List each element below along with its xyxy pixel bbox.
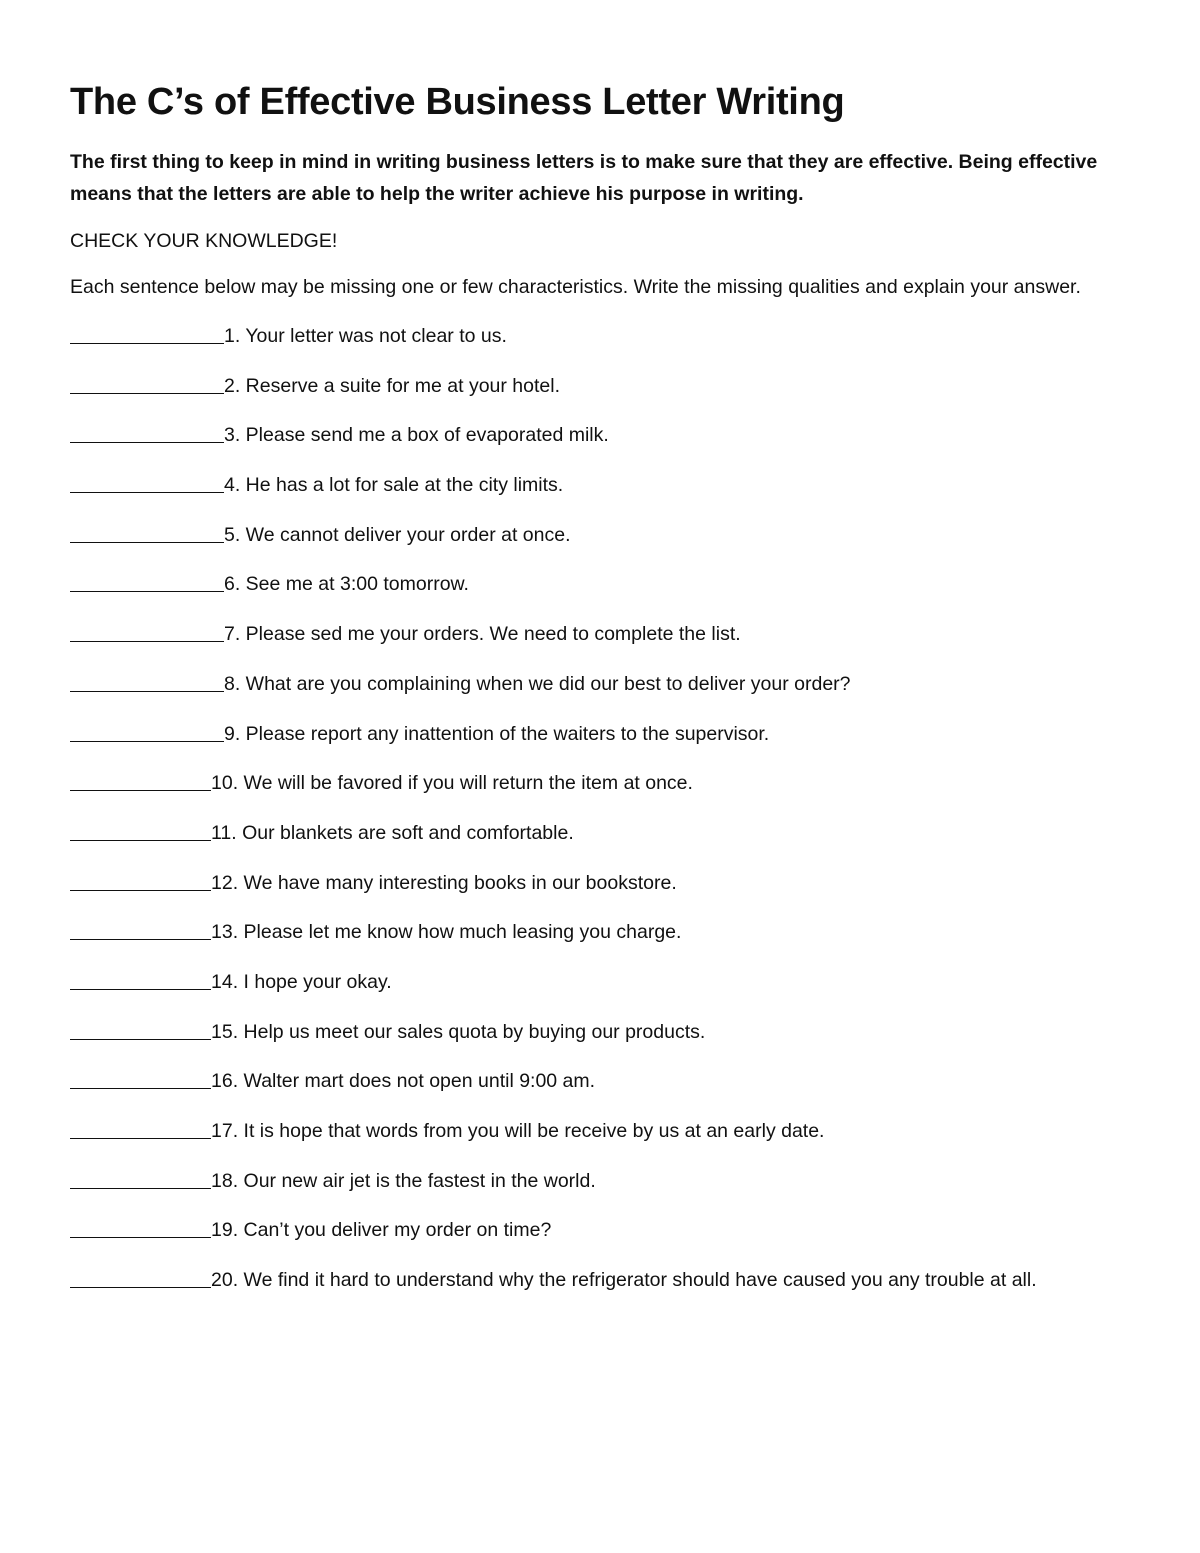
- question-item-16: [70, 1062, 1130, 1097]
- question-text: 17. It is hope that words from you will be receive by us at an early date.: [211, 1120, 825, 1142]
- question-item-18: [70, 1162, 1130, 1197]
- answer-blank[interactable]: [70, 319, 224, 344]
- question-text: 14. I hope your okay.: [211, 970, 392, 993]
- question-text: 19. Can’t you deliver my order on time?: [211, 1219, 552, 1242]
- worksheet-page: [70, 78, 1130, 1311]
- question-text: 2. Reserve a suite for me at your hotel.: [224, 374, 560, 397]
- question-item-15: [70, 1013, 1130, 1048]
- answer-blank[interactable]: [70, 617, 224, 642]
- question-text: 18. Our new air jet is the fastest in the world.: [211, 1169, 596, 1192]
- question-text: 7. Please sed me your orders. We need to complete the list.: [224, 623, 741, 646]
- question-text: 5. We cannot deliver your order at once.: [224, 523, 571, 546]
- question-item-2: [70, 367, 1130, 402]
- question-item-14: [70, 963, 1130, 998]
- question-item-7: [70, 615, 1130, 650]
- answer-blank[interactable]: [70, 418, 224, 443]
- answer-blank[interactable]: [70, 1213, 211, 1238]
- question-text: 4. He has a lot for sale at the city limits.: [224, 474, 564, 497]
- question-text: 1. Your letter was not clear to us.: [224, 325, 507, 347]
- question-text: 11. Our blankets are soft and comfortable.: [211, 821, 574, 844]
- answer-blank[interactable]: [70, 1064, 211, 1089]
- question-item-17: [70, 1112, 1130, 1147]
- question-item-20: [70, 1261, 1130, 1296]
- answer-blank[interactable]: [70, 816, 211, 841]
- question-item-6: [70, 565, 1130, 600]
- intro-paragraph: The first thing to keep in mind in writing business letters is to make sure that they are effective. Being effective means that the letters are able to help the writer achieve his purpose in writing.: [70, 151, 1098, 205]
- question-item-4: [70, 466, 1130, 501]
- question-item-13: [70, 913, 1130, 948]
- section-heading: CHECK YOUR KNOWLEDGE!: [70, 230, 338, 252]
- question-text: 15. Help us meet our sales quota by buying our products.: [211, 1020, 706, 1043]
- answer-blank[interactable]: [70, 866, 211, 891]
- question-item-1: [70, 317, 1130, 352]
- answer-blank[interactable]: [70, 1015, 211, 1040]
- question-item-10: [70, 764, 1130, 799]
- answer-blank[interactable]: [70, 1114, 211, 1139]
- question-text: 8. What are you complaining when we did our best to deliver your order?: [224, 672, 851, 695]
- document-title: The C’s of Effective Business Letter Writing: [70, 81, 845, 123]
- question-text: 6. See me at 3:00 tomorrow.: [224, 573, 469, 596]
- question-item-12: [70, 864, 1130, 899]
- question-text: 3. Please send me a box of evaporated milk.: [224, 424, 609, 447]
- question-text: 20. We find it hard to understand why the refrigerator should have caused you any trouble at all.: [211, 1269, 1037, 1292]
- instructions-paragraph: Each sentence below may be missing one or few characteristics. Write the missing qualities and explain your answer.: [70, 276, 1081, 298]
- answer-blank[interactable]: [70, 717, 224, 742]
- answer-blank[interactable]: [70, 1164, 211, 1189]
- question-item-19: [70, 1211, 1130, 1246]
- question-item-3: [70, 416, 1130, 451]
- question-item-9: [70, 715, 1130, 750]
- answer-blank[interactable]: [70, 915, 211, 940]
- answer-blank[interactable]: [70, 567, 224, 592]
- question-item-11: [70, 814, 1130, 849]
- answer-blank[interactable]: [70, 468, 224, 493]
- question-item-8: [70, 665, 1130, 700]
- question-text: 10. We will be favored if you will return the item at once.: [211, 772, 693, 795]
- answer-blank[interactable]: [70, 667, 224, 692]
- question-text: 12. We have many interesting books in our bookstore.: [211, 871, 677, 894]
- question-text: 9. Please report any inattention of the waiters to the supervisor.: [224, 722, 770, 745]
- question-list: [70, 317, 1130, 1296]
- answer-blank[interactable]: [70, 766, 211, 791]
- answer-blank[interactable]: [70, 518, 224, 543]
- answer-blank[interactable]: [70, 369, 224, 394]
- question-text: 13. Please let me know how much leasing you charge.: [211, 921, 682, 944]
- question-item-5: [70, 516, 1130, 551]
- question-text: 16. Walter mart does not open until 9:00 am.: [211, 1070, 596, 1093]
- answer-blank[interactable]: [70, 965, 211, 990]
- answer-blank[interactable]: [70, 1263, 211, 1288]
